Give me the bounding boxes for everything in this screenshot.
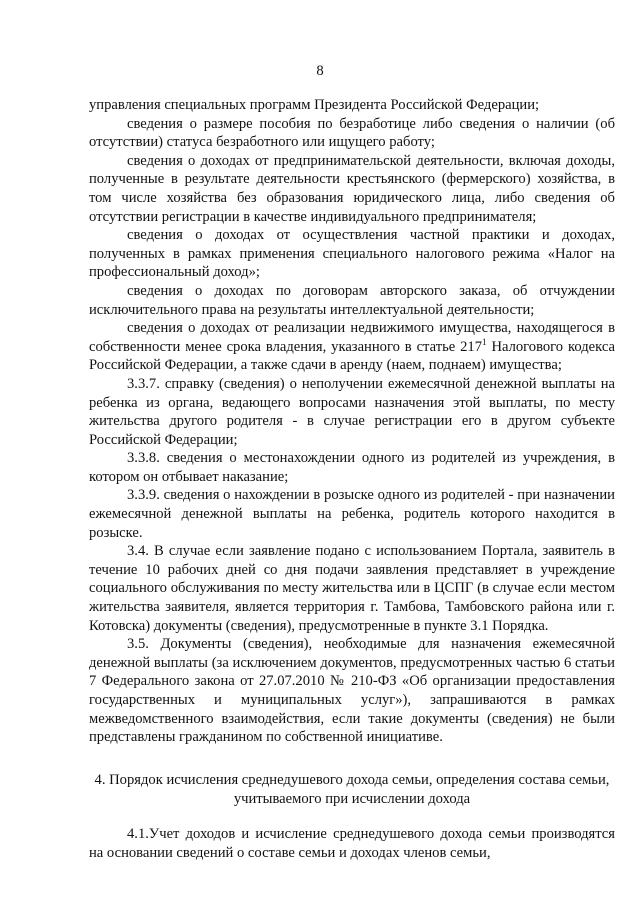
document-body [89,96,615,747]
paragraph: управления специальных программ Президента Российской Федерации; [89,97,540,113]
paragraph: 3.3.9. сведения о нахождении в розыске одного из родителей - при назначении ежемесячной денежной выплаты на ребенка, родитель которого находится в розыске. [89,487,615,541]
page-number: 8 [316,63,324,79]
paragraph: 3.5. Документы (сведения), необходимые для назначения ежемесячной денежной выплаты (за исключением документов, предусмотренных частью 6 статьи 7 Федерального закона от 27.07.2010 № 210-ФЗ «Об организации предоставления государственных и муниципальных услуг»), запрашиваются в рамках межведомственного взаимодействия, если такие документы (сведения) не были представлены гражданином по собственной инициативе. [89,636,615,746]
paragraph: сведения о доходах от осуществления частной практики и доходах, полученных в рамках применения специального налогового режима «Налог на профессиональный доход»; [89,227,615,281]
paragraph: 4.1.Учет доходов и исчисление среднедушевого дохода семьи производятся на основании сведений о составе семьи и доходах членов семьи, [89,826,615,861]
paragraph: сведения о доходах по договорам авторского заказа, об отчуждении исключительного права на результаты интеллектуальной деятельности; [89,282,615,318]
footnote-superscript: 1 [482,336,487,347]
paragraph: 3.3.7. справку (сведения) о неполучении ежемесячной денежной выплаты на ребенка из органа, ведающего вопросами назначения этой выплаты, по месту жительства другого родителя - в случае регистрации его в другом субъекте Российской Федерации; [89,375,615,448]
section-body [89,825,615,862]
paragraph: сведения о доходах от предпринимательской деятельности, включая доходы, полученные в результате деятельности крестьянского (фермерского) хозяйства, в том числе хозяйства без образования юридического лица, либо сведения об отсутствии регистрации в качестве индивидуального предпринимателя; [89,152,615,225]
section-heading: 4. Порядок исчисления среднедушевого дохода семьи, определения состава семьи, учитываемого при исчислении дохода [94,772,610,807]
realty-paragraph [89,319,615,375]
paragraph: 3.4. В случае если заявление подано с использованием Портала, заявитель в течение 10 рабочих дней со дня подачи заявления представляет в учреждение социального обслуживания по месту жительства или в ЦСПГ (в случае если местом жительства заявителя, является территория г. Тамбова, Тамбовского района или г. Котовска) документы (сведения), предусмотренные в пункте 3.1 Порядка. [89,543,615,634]
realty-text-start: сведения о доходах от реализации недвижимого имущества, находящегося в собственности менее срока владения, указанного в статье 217 [89,320,615,355]
realty-text-end: Налогового кодекса Российской Федерации, а также сдачи в аренду (наем, поднаем) имущества; [89,338,615,374]
paragraph: 3.3.8. сведения о местонахождении одного из родителей из учреждения, в котором он отбывает наказание; [89,450,615,485]
paragraph: сведения о размере пособия по безработице либо сведения о наличии (об отсутствии) статуса безработного или ищущего работу; [89,115,615,151]
